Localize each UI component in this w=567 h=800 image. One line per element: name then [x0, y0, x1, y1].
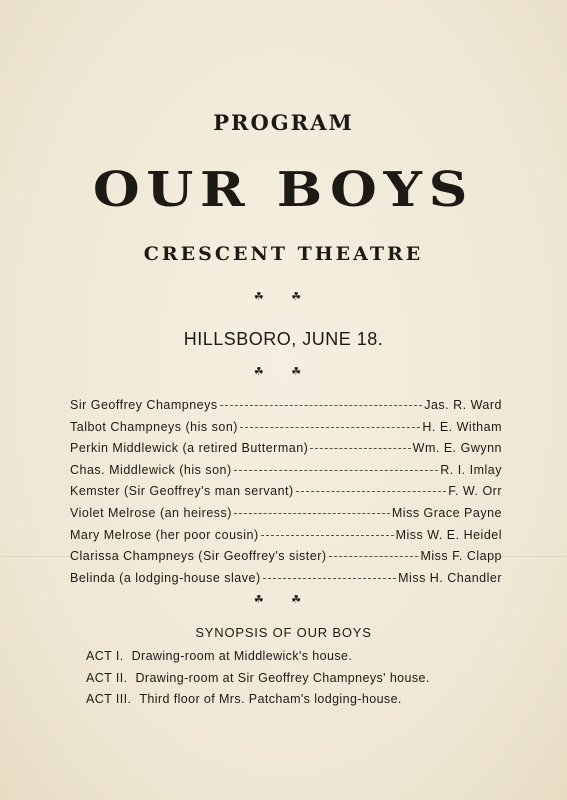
- theatre-name: CRESCENT THEATRE: [143, 243, 424, 265]
- ornament-icon: ☘ ☘: [253, 290, 314, 303]
- cast-row: [70, 571, 502, 593]
- dot-leader: [329, 556, 419, 557]
- dot-leader: [296, 491, 446, 492]
- cast-row: [70, 463, 502, 485]
- cast-actor: Miss Grace Payne: [391, 505, 502, 520]
- ornament-icon: ☘ ☘: [253, 365, 314, 378]
- cast-role: Mary Melrose (her poor cousin): [70, 527, 259, 542]
- act-row: [86, 671, 526, 693]
- cast-row: [70, 506, 502, 528]
- cast-role: Clarissa Champneys (Sir Geoffrey's sister): [70, 549, 327, 564]
- act-description: Third floor of Mrs. Patcham's lodging-house.: [139, 692, 402, 706]
- dot-leader: [220, 405, 423, 406]
- cast-role: Talbot Champneys (his son): [70, 419, 238, 434]
- synopsis-title: SYNOPSIS OF OUR BOYS: [195, 625, 372, 640]
- dot-leader: [261, 535, 394, 536]
- act-number: ACT III.: [86, 692, 132, 706]
- cast-actor: R. I. Imlay: [440, 462, 502, 477]
- program-heading: PROGRAM: [213, 110, 354, 135]
- act-number: ACT I.: [86, 649, 124, 663]
- dot-leader: [310, 448, 410, 449]
- cast-row: [70, 484, 502, 506]
- act-description: Drawing-room at Sir Geoffrey Champneys' house.: [135, 670, 430, 685]
- ornament-icon: ☘ ☘: [253, 593, 314, 606]
- cast-role: Sir Geoffrey Champneys: [70, 398, 218, 412]
- play-title: OUR BOYS: [92, 162, 475, 218]
- cast-actor: F. W. Orr: [448, 484, 502, 499]
- cast-row: [70, 549, 502, 571]
- cast-row: [70, 420, 502, 442]
- cast-actor: Miss W. E. Heidel: [395, 527, 502, 542]
- dot-leader: [240, 427, 420, 428]
- cast-role: Violet Melrose (an heiress): [70, 505, 232, 520]
- act-number: ACT II.: [86, 670, 128, 685]
- cast-actor: Miss H. Chandler: [398, 570, 502, 585]
- synopsis-acts: [86, 649, 526, 714]
- dot-leader: [234, 470, 439, 471]
- cast-list: [70, 398, 502, 592]
- cast-role: Chas. Middlewick (his son): [70, 462, 232, 477]
- cast-actor: Jas. R. Ward: [424, 398, 502, 412]
- cast-role: Perkin Middlewick (a retired Butterman): [70, 441, 309, 456]
- cast-row: [70, 441, 502, 463]
- cast-role: Belinda (a lodging-house slave): [70, 570, 261, 585]
- cast-role: Kemster (Sir Geoffrey's man servant): [70, 484, 294, 499]
- cast-row: [70, 398, 502, 420]
- place-date: HILLSBORO, JUNE 18.: [183, 329, 384, 349]
- act-row: [86, 692, 526, 714]
- dot-leader: [263, 578, 397, 579]
- dot-leader: [234, 513, 390, 514]
- cast-row: [70, 528, 502, 550]
- cast-actor: H. E. Witham: [422, 419, 502, 434]
- act-description: Drawing-room at Middlewick's house.: [131, 649, 353, 663]
- cast-actor: Wm. E. Gwynn: [412, 441, 502, 456]
- cast-actor: Miss F. Clapp: [420, 549, 502, 564]
- act-row: [86, 649, 526, 671]
